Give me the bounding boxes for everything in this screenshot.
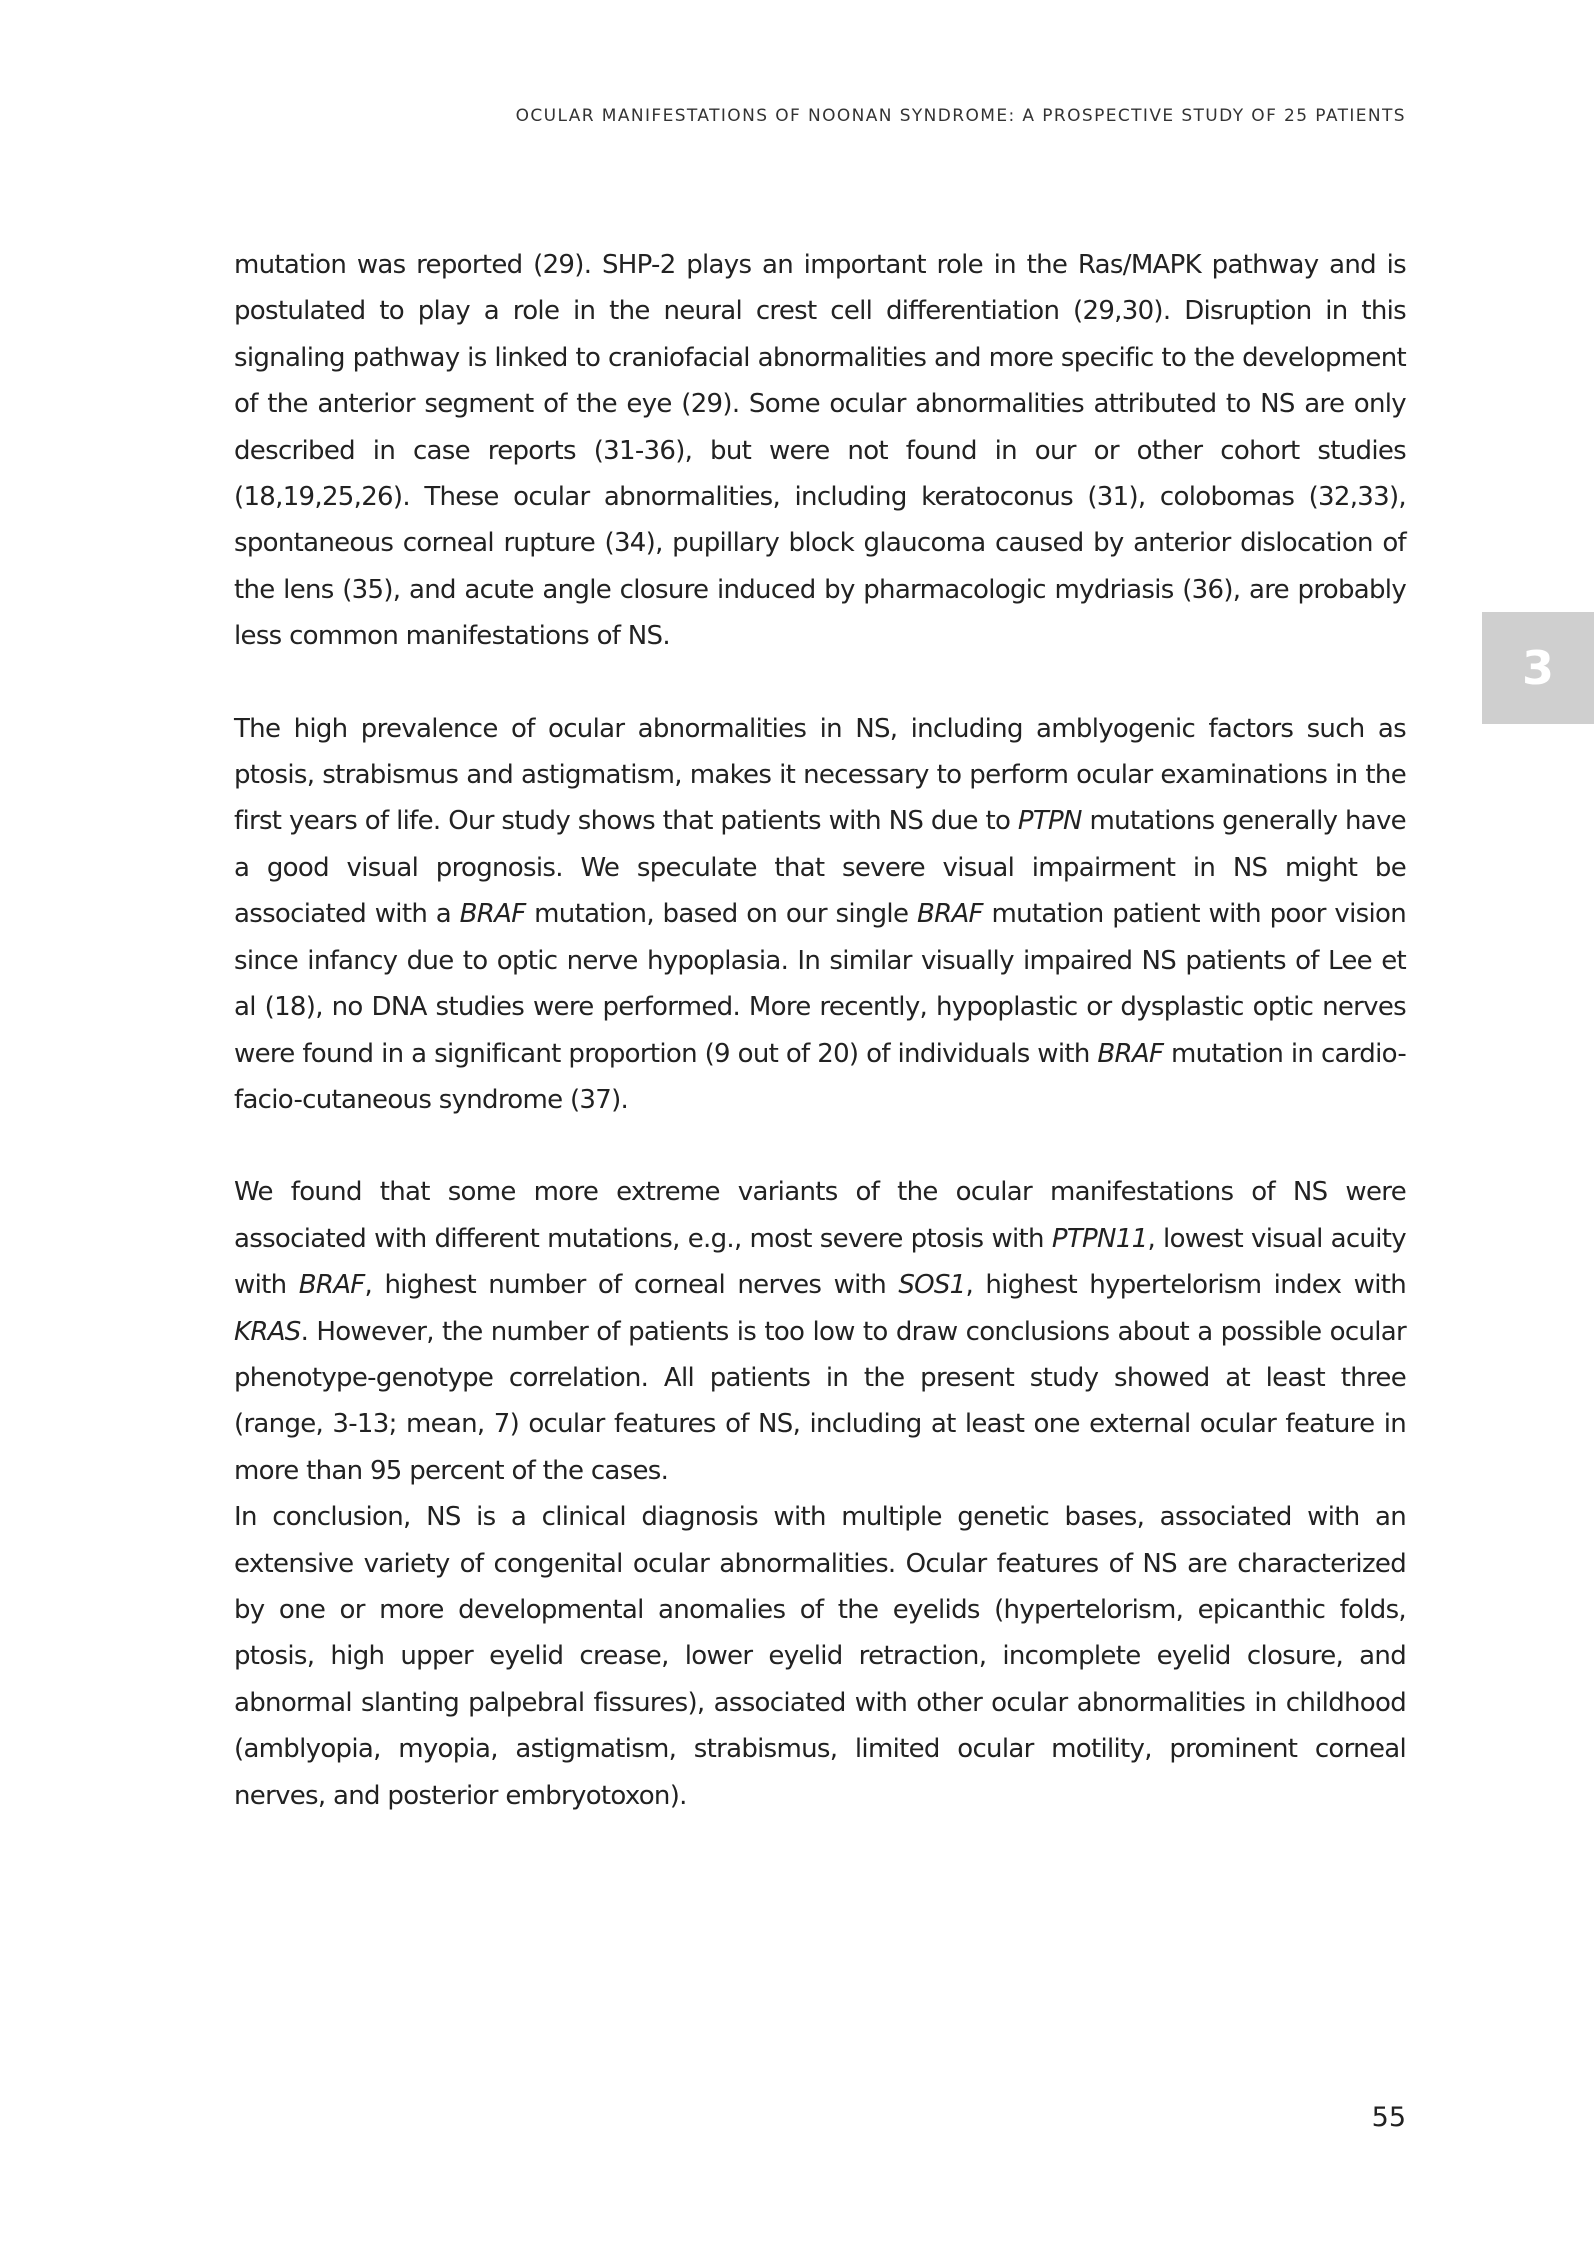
text-run: We found that some more extreme variants of the ocular manifestations of NS were associated with different mutations, e.g., most severe ptosis with <box>234 1177 1406 1254</box>
text-run: . However, the number of patients is too low to draw conclusions about a possible ocular phenotype-genotype correlation. All patients in the present study showed at least three (range, 3-13; mean, 7) ocular features of NS, including at least one external ocular feature in more than 95 percent of the cases. <box>234 1316 1406 1486</box>
gene-name: PTPN <box>1017 806 1082 837</box>
gene-name: KRAS <box>234 1316 301 1347</box>
text-run: mutation, based on our single <box>525 899 917 930</box>
chapter-number: 3 <box>1521 641 1554 695</box>
page-number: 55 <box>1371 2102 1406 2133</box>
text-run: mutation patient with poor vision since infancy due to optic nerve hypoplasia. In similar visually impaired NS patients of Lee et al (18), no DNA studies were performed. More recently, hypoplastic or dysplastic optic nerves were found in a significant proportion (9 out of 20) of individuals with <box>234 899 1407 1069</box>
text-run: The high prevalence of ocular abnormalities in NS, including amblyogenic factors such as ptosis, strabismus and astigmatism, makes it necessary to perform ocular examinations in the first years of life. Our study shows that patients with NS due to <box>234 713 1406 837</box>
text-run: mutations generally have a good visual prognosis. We speculate that severe visual impairment in NS might be associated with a <box>234 806 1406 930</box>
text-run: , highest hypertelorism index with <box>965 1270 1406 1301</box>
gene-name: BRAF <box>298 1270 365 1301</box>
chapter-tab <box>1482 612 1594 724</box>
paragraph-4: In conclusion, NS is a clinical diagnosis with multiple genetic bases, associated with an extensive variety of congenital ocular abnormalities. Ocular features of NS are characterized by one or more developmental anomalies of the eyelids (hypertelorism, epicanthic folds, ptosis, high upper eyelid crease, lower eyelid retraction, incomplete eyelid closure, and abnormal slanting palpebral fissures), associated with other ocular abnormalities in childhood (amblyopia, myopia, astigmatism, strabismus, limited ocular motility, prominent corneal nerves, and posterior embryotoxon). <box>234 1502 1406 1811</box>
body-text <box>234 242 1406 1819</box>
paragraph-1: mutation was reported (29). SHP-2 plays an important role in the Ras/MAPK pathway and is postulated to play a role in the neural crest cell differentiation (29,30). Disruption in this signaling pathway is linked to craniofacial abnormalities and more specific to the development of the anterior segment of the eye (29). Some ocular abnormalities attributed to NS are only described in case reports (31-36), but were not found in our or other cohort studies (18,19,25,26). These ocular abnormalities, including keratoconus (31), colobomas (32,33), spontaneous corneal rupture (34), pupillary block glaucoma caused by anterior dislocation of the lens (35), and acute angle closure induced by pharmacologic mydriasis (36), are probably less common manifestations of NS. <box>234 250 1406 652</box>
paragraph-2 <box>234 706 1406 1124</box>
text-run: , highest number of corneal nerves with <box>364 1270 899 1301</box>
gene-name: PTPN11 <box>1051 1223 1148 1254</box>
text-run: mutation in cardio-facio-cutaneous syndrome (37). <box>234 1038 1406 1115</box>
text-run: , lowest visual acuity with <box>234 1223 1406 1301</box>
gene-name: BRAF <box>459 899 526 930</box>
gene-name: SOS1 <box>898 1270 966 1301</box>
gene-name: BRAF <box>1097 1038 1164 1069</box>
paragraph-3 <box>234 1169 1406 1494</box>
running-header: OCULAR MANIFESTATIONS OF NOONAN SYNDROME: A PROSPECTIVE STUDY OF 25 PATIENTS <box>515 106 1406 126</box>
gene-name: BRAF <box>916 899 983 930</box>
